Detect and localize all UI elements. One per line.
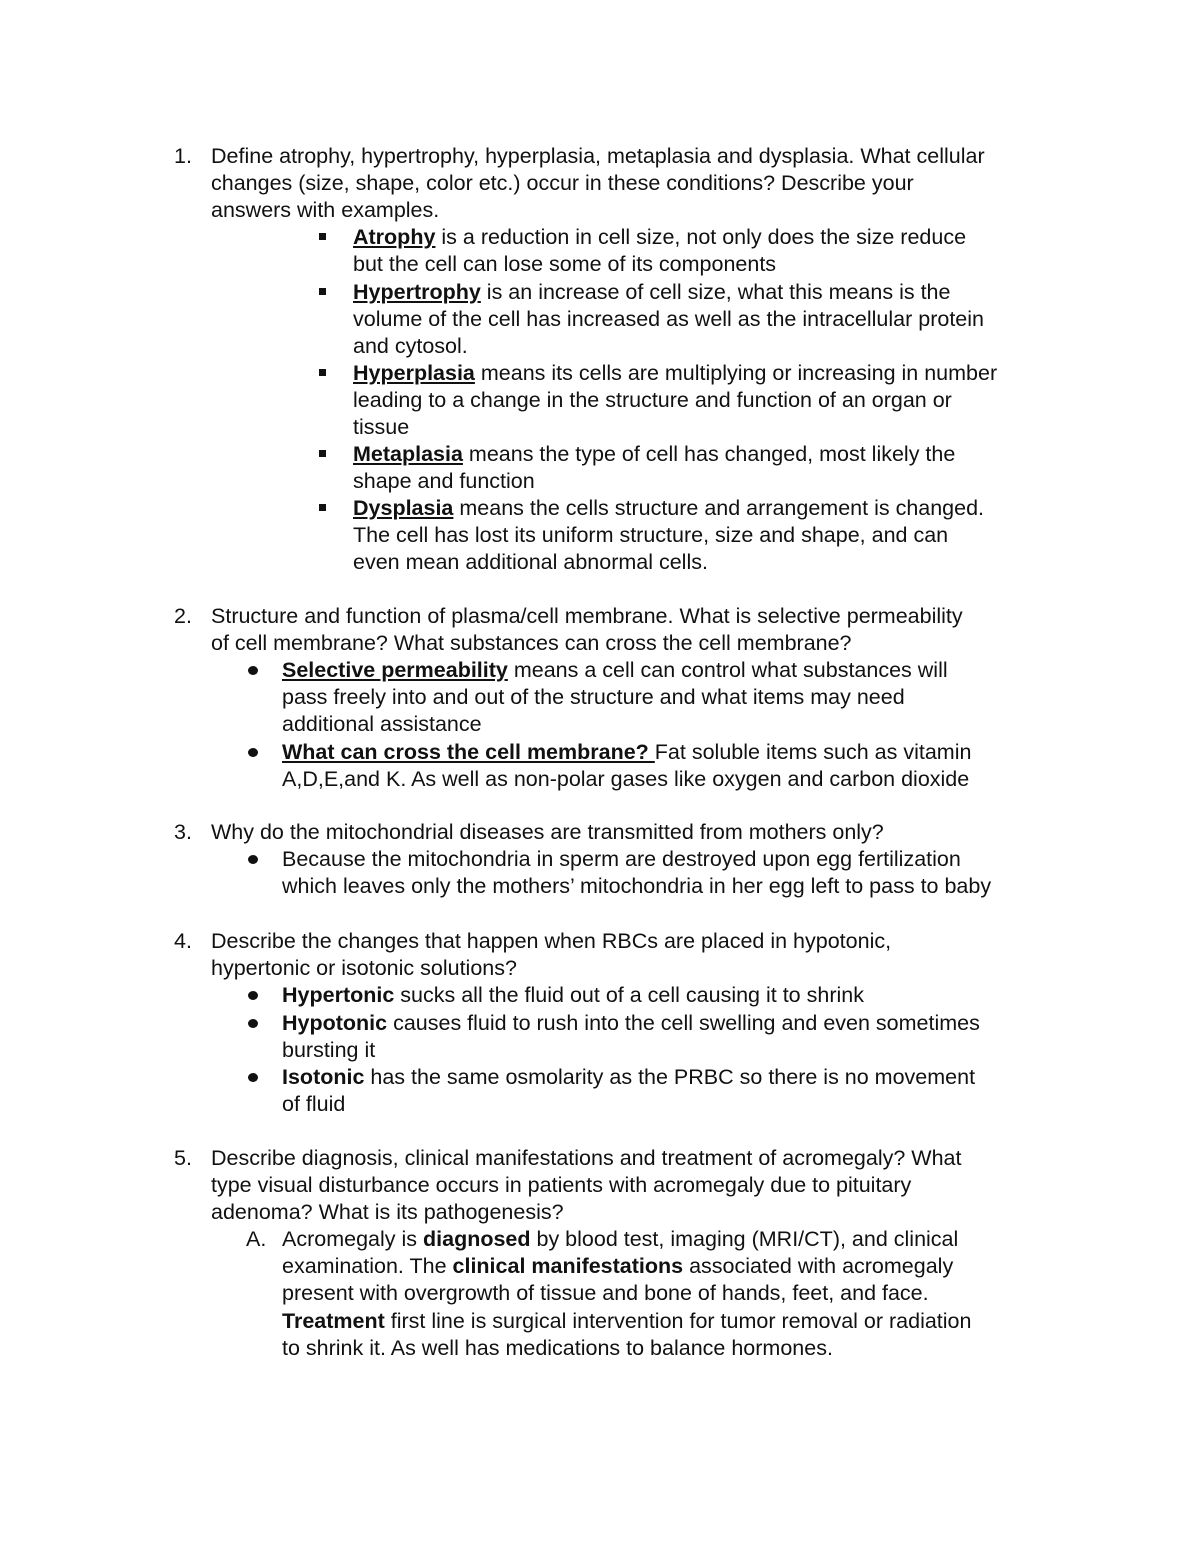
answer-text: A,D,E,and K. As well as non-polar gases like oxygen and carbon dioxide: [282, 767, 970, 792]
question-line: Why do the mitochondrial diseases are transmitted from mothers only?: [211, 820, 884, 844]
round-bullet-icon: [248, 991, 258, 1000]
question-text: [211, 1145, 1071, 1227]
answer-text: present with overgrowth of tissue and bone of hands, feet, and face.: [282, 1281, 929, 1306]
answer-text: but the cell can lose some of its components: [353, 252, 777, 277]
question-number: 1.: [174, 144, 192, 168]
round-bullet-icon: [248, 748, 258, 757]
answer-text: means the type of cell has changed, most likely the: [462, 442, 956, 466]
round-bullet-icon: [248, 1073, 258, 1082]
question-text: [211, 603, 1071, 657]
question-text: [211, 928, 1071, 982]
question-line: changes (size, shape, color etc.) occur in these conditions? Describe your: [211, 171, 914, 196]
term-treatment: Treatment: [282, 1308, 385, 1333]
term-metaplasia: Metaplasia: [353, 442, 463, 466]
answer-text: first line is surgical intervention for tumor removal or radiation: [384, 1308, 972, 1333]
answer-text: to shrink it. As well has medications to balance hormones.: [282, 1335, 833, 1360]
term-clinical-manifestations: clinical manifestations: [452, 1254, 684, 1279]
question-number: 4.: [174, 929, 192, 953]
term-hypotonic: Hypotonic: [282, 1011, 388, 1035]
answer-text: shape and function: [353, 469, 535, 494]
question-line: hypertonic or isotonic solutions?: [211, 956, 517, 981]
term-what-can-cross: What can cross the cell membrane?: [282, 740, 655, 764]
term-hyperplasia: Hyperplasia: [353, 361, 475, 385]
question-number: 3.: [174, 820, 192, 844]
answer-text: tissue: [353, 415, 410, 440]
answer-text: has the same osmolarity as the PRBC so there is no movement: [364, 1065, 976, 1089]
round-bullet-icon: [248, 1019, 258, 1028]
answer-text: means a cell can control what substances will: [507, 658, 948, 682]
answer-text: volume of the cell has increased as well as the intracellular protein: [353, 307, 984, 332]
answer-text: means its cells are multiplying or increasing in number: [474, 361, 998, 385]
question-text: [211, 819, 1071, 846]
term-isotonic: Isotonic: [282, 1065, 365, 1089]
answer-text: means the cells structure and arrangement is changed.: [453, 496, 985, 520]
term-hypertonic: Hypertonic: [282, 983, 395, 1007]
question-number: 5.: [174, 1146, 192, 1170]
answer-text: causes fluid to rush into the cell swelling and even sometimes: [387, 1011, 980, 1035]
answer-text: Because the mitochondria in sperm are destroyed upon egg fertilization: [282, 847, 961, 871]
answer-text: of fluid: [282, 1092, 346, 1117]
round-bullet-icon: [248, 855, 258, 864]
question-text: [211, 143, 1071, 225]
list-marker: A.: [246, 1227, 267, 1251]
answer-text: Acromegaly is: [282, 1227, 423, 1251]
answer-text: even mean additional abnormal cells.: [353, 550, 708, 575]
answer-text: Fat soluble items such as vitamin: [654, 740, 972, 764]
answer-text: by blood test, imaging (MRI/CT), and clinical: [530, 1227, 959, 1251]
answer-text: which leaves only the mothers’ mitochondria in her egg left to pass to baby: [282, 874, 992, 899]
square-bullet-icon: [319, 369, 326, 376]
question-line: Describe diagnosis, clinical manifestations and treatment of acromegaly? What: [211, 1146, 962, 1170]
question-number: 2.: [174, 604, 192, 628]
square-bullet-icon: [319, 288, 326, 295]
answer-text: associated with acromegaly: [683, 1254, 954, 1279]
answer-text: sucks all the fluid out of a cell causing it to shrink: [394, 983, 864, 1007]
term-atrophy: Atrophy: [353, 225, 436, 249]
answer-text: and cytosol.: [353, 334, 468, 359]
question-line: adenoma? What is its pathogenesis?: [211, 1200, 564, 1225]
answer-text: additional assistance: [282, 712, 482, 737]
question-line: Describe the changes that happen when RBCs are placed in hypotonic,: [211, 929, 892, 953]
question-line: Define atrophy, hypertrophy, hyperplasia, metaplasia and dysplasia. What cellular: [211, 144, 985, 168]
square-bullet-icon: [319, 233, 326, 240]
question-line: type visual disturbance occurs in patients with acromegaly due to pituitary: [211, 1173, 912, 1198]
term-hypertrophy: Hypertrophy: [353, 280, 481, 304]
square-bullet-icon: [319, 450, 326, 457]
question-line: Structure and function of plasma/cell membrane. What is selective permeability: [211, 604, 963, 628]
answer-text: bursting it: [282, 1038, 376, 1063]
square-bullet-icon: [319, 504, 326, 511]
term-diagnosed: diagnosed: [423, 1227, 531, 1251]
round-bullet-icon: [248, 666, 258, 675]
answer-text: is a reduction in cell size, not only does the size reduce: [435, 225, 967, 249]
term-dysplasia: Dysplasia: [353, 496, 454, 520]
question-line: answers with examples.: [211, 198, 440, 223]
question-line: of cell membrane? What substances can cross the cell membrane?: [211, 631, 852, 656]
answer-text: is an increase of cell size, what this means is the: [480, 280, 951, 304]
answer-text: The cell has lost its uniform structure, size and shape, and can: [353, 523, 949, 548]
answer-text: examination. The: [282, 1254, 453, 1279]
term-selective-permeability: Selective permeability: [282, 658, 508, 682]
answer-text: leading to a change in the structure and function of an organ or: [353, 388, 952, 413]
answer-text: pass freely into and out of the structure and what items may need: [282, 685, 905, 710]
